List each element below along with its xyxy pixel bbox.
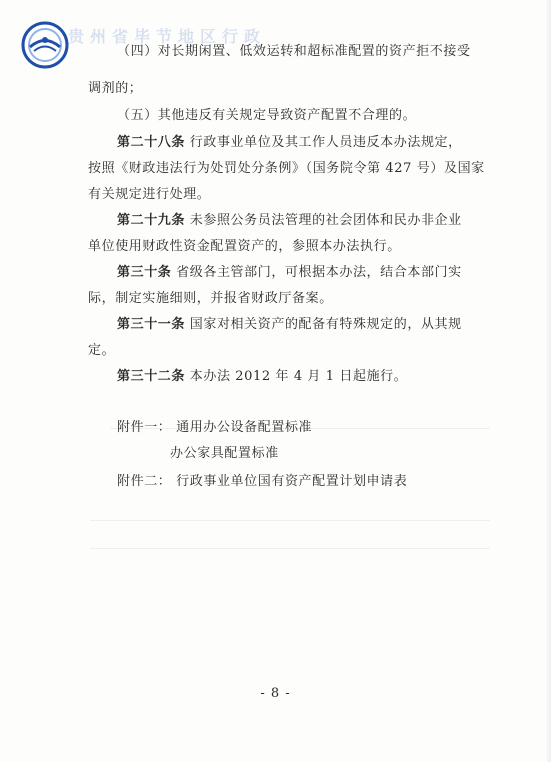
article-31-title: 第三十一条 bbox=[117, 317, 186, 332]
attachment-2-item-a: 行政事业单位国有资产配置计划申请表 bbox=[176, 474, 408, 489]
article-30-line2: 际，制定实施细则，并报省财政厅备案。 bbox=[88, 291, 333, 306]
article-29-line2: 单位使用财政性资金配置资产的，参照本办法执行。 bbox=[88, 239, 401, 254]
attachment-1-item-b: 办公家具配置标准 bbox=[170, 446, 279, 461]
article-31-line2: 定。 bbox=[88, 343, 116, 358]
article-32-text1: 本办法 2012 年 4 月 1 日起施行。 bbox=[189, 369, 408, 384]
scan-edge-shadow bbox=[545, 0, 551, 762]
article-28-text1: 行政事业单位及其工作人员违反本办法规定， bbox=[189, 135, 462, 150]
article-30-title: 第三十条 bbox=[117, 265, 172, 280]
scan-artifact-line bbox=[90, 520, 490, 521]
article-32-line1 bbox=[117, 365, 407, 384]
scan-artifact-line bbox=[90, 548, 490, 549]
article-28-title: 第二十八条 bbox=[117, 135, 186, 150]
article-30-text1: 省级各主管部门，可根据本办法，结合本部门实 bbox=[176, 265, 462, 280]
attachment-2-line bbox=[117, 470, 407, 489]
article-29-line1 bbox=[117, 209, 462, 228]
attachment-1-line bbox=[117, 416, 312, 435]
attachment-2-label: 附件二： bbox=[117, 474, 172, 489]
article-28-line3: 有关规定进行处理。 bbox=[88, 187, 211, 202]
header-watermark: 贵州省毕节地区行政 bbox=[68, 27, 267, 46]
article-28-line1 bbox=[117, 131, 462, 150]
article-30-line1 bbox=[117, 261, 462, 280]
clause-item-4-line2: 调剂的； bbox=[88, 81, 143, 96]
organization-logo-icon bbox=[20, 20, 70, 70]
article-28-line2: 按照《财政违法行为处罚处分条例》（国务院令第 427 号）及国家 bbox=[88, 161, 485, 176]
attachment-1-label: 附件一： bbox=[117, 420, 172, 435]
article-29-title: 第二十九条 bbox=[117, 213, 186, 228]
article-29-text1: 未参照公务员法管理的社会团体和民办非企业 bbox=[189, 213, 462, 228]
article-31-text1: 国家对相关资产的配备有特殊规定的，从其规 bbox=[189, 317, 462, 332]
article-31-line1 bbox=[117, 313, 462, 332]
clause-item-4-line1: （四）对长期闲置、低效运转和超标准配置的资产拒不接受 bbox=[117, 44, 471, 59]
clause-item-5: （五）其他违反有关规定导致资产配置不合理的。 bbox=[117, 108, 417, 123]
attachment-1-item-a: 通用办公设备配置标准 bbox=[176, 420, 313, 435]
page-number: - 8 - bbox=[260, 686, 291, 701]
article-32-title: 第三十二条 bbox=[117, 369, 186, 384]
